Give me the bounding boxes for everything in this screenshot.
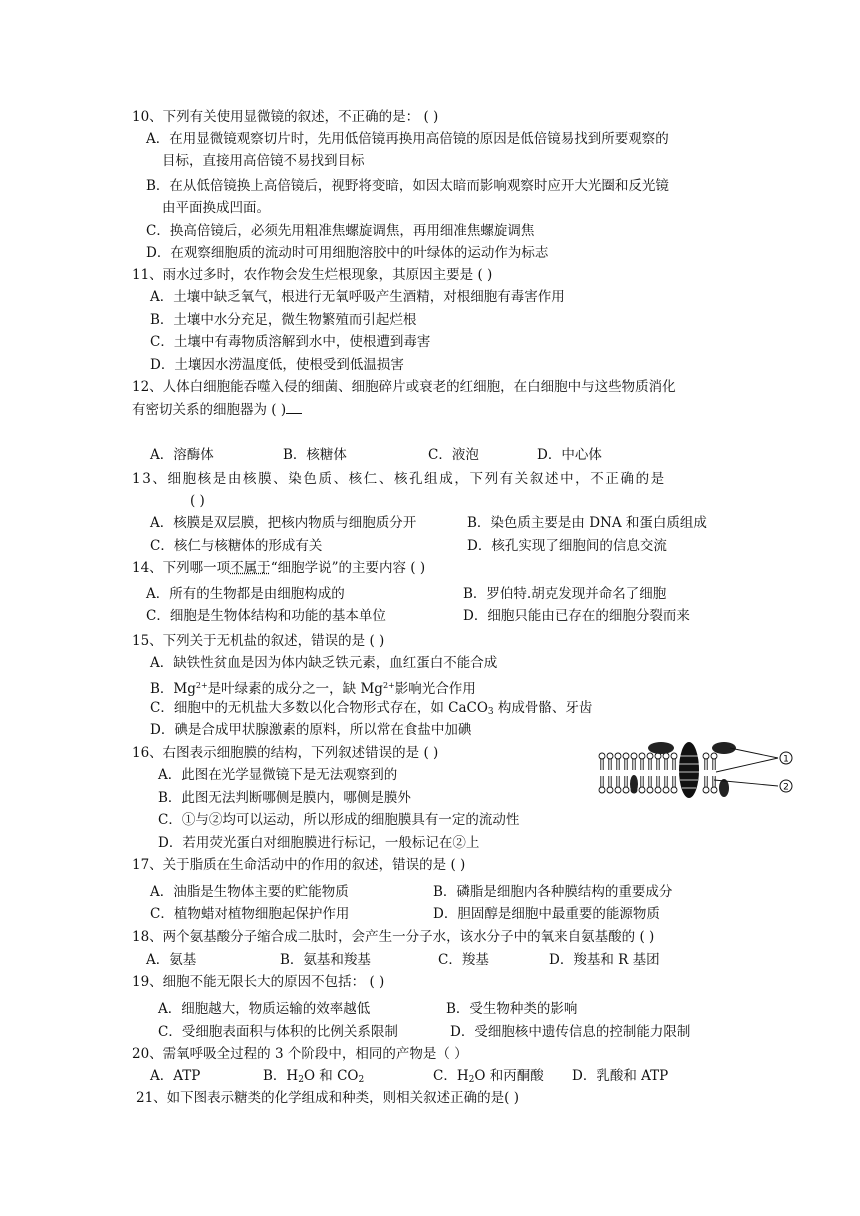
- q10-option-c: C．换高倍镜后，必须先用粗准焦螺旋调焦，再用细准焦螺旋调焦: [146, 223, 535, 239]
- q20-c-sub: 2: [468, 1075, 475, 1085]
- phospholipid-head: [703, 753, 709, 759]
- phospholipid-tail: [665, 759, 667, 770]
- q20-b-sub: 2: [298, 1075, 304, 1085]
- phospholipid-tail: [673, 759, 675, 770]
- q14-stem-emphasis: 不属于: [230, 560, 271, 576]
- q20-option-d: D．乳酸和 ATP: [572, 1068, 669, 1084]
- q15-b-sup: 2+: [195, 681, 208, 690]
- q19-option-b: B．受生物种类的影响: [446, 1001, 578, 1017]
- q12-stem-cont: [132, 400, 302, 420]
- q20-c-pre: C．H: [433, 1068, 469, 1084]
- q11-stem: 11、雨水过多时，农作物会发生烂根现象，其原因主要是 ( ): [132, 267, 493, 283]
- q12-stem-text: 有密切关系的细胞器为 ( ): [132, 402, 287, 418]
- q11-option-b: B．土壤中水分充足，微生物繁殖而引起烂根: [150, 312, 417, 328]
- q10-stem: 10、下列有关使用显微镜的叙述，不正确的是： ( ): [132, 109, 439, 125]
- q12-option-d: D．中心体: [537, 447, 602, 463]
- q17-option-d: D．胆固醇是细胞中最重要的能源物质: [433, 906, 660, 922]
- q19-option-c: C．受细胞表面积与体积的比例关系限制: [158, 1024, 398, 1040]
- phospholipid-head: [711, 753, 717, 759]
- phospholipid-tail: [617, 776, 619, 787]
- q18-option-d: D．羧基和 R 基团: [549, 952, 660, 968]
- q19-option-a: A．细胞越大，物质运输的效率越低: [158, 1001, 371, 1017]
- phospholipid-head: [671, 753, 677, 759]
- q20-option-a: A．ATP: [150, 1068, 201, 1084]
- q20-option-b: [263, 1066, 364, 1090]
- q20-option-c: [433, 1066, 544, 1090]
- q14-option-c: C．细胞是生物体结构和功能的基本单位: [146, 608, 386, 624]
- phospholipid-head: [615, 753, 621, 759]
- q19-option-d: D．受细胞核中遗传信息的控制能力限制: [450, 1024, 691, 1040]
- q10-option-a-cont: 目标，直接用高倍镜不易找到目标: [162, 153, 365, 169]
- phospholipid-tail: [609, 776, 611, 787]
- q20-stem: 20、需氧呼吸全过程的 3 个阶段中，相同的产物是（ ）: [132, 1046, 468, 1062]
- phospholipid-head: [655, 787, 661, 793]
- q20-c-post: O 和丙酮酸: [474, 1068, 544, 1084]
- q13-stem: 13、细胞核是由核膜、染色质、核仁、核孔组成，下列有关叙述中，不正确的是: [132, 471, 666, 487]
- phospholipid-tail: [601, 759, 603, 770]
- q17-stem: 17、关于脂质在生命活动中的作用的叙述，错误的是 ( ): [132, 857, 466, 873]
- q11-option-c: C．土壤中有毒物质溶解到水中，使根遭到毒害: [150, 334, 431, 350]
- q14-stem-post: “细胞学说”的主要内容 ( ): [270, 560, 426, 576]
- phospholipid-head: [711, 787, 717, 793]
- q15-option-d: D．碘是合成甲状腺激素的原料，所以常在食盐中加碘: [150, 722, 472, 738]
- cell-membrane-figure: [596, 736, 796, 810]
- phospholipid-tail: [657, 776, 659, 787]
- q15-stem: 15、下列关于无机盐的叙述，错误的是 ( ): [132, 633, 385, 649]
- phospholipid-tail: [649, 776, 651, 787]
- q15-option-b: [150, 676, 476, 699]
- phospholipid-tail: [665, 776, 667, 787]
- q14-option-a: A．所有的生物都是由细胞构成的: [146, 586, 345, 602]
- phospholipid-head: [639, 753, 645, 759]
- q15-b-post: 影响光合作用: [394, 681, 476, 697]
- phospholipid-tail: [713, 759, 715, 770]
- phospholipid-head: [663, 787, 669, 793]
- q20-b-pre: B．H: [263, 1068, 299, 1084]
- q14-stem-pre: 14、下列哪一项: [132, 560, 231, 576]
- phospholipid-head: [663, 753, 669, 759]
- phospholipid-head: [647, 753, 653, 759]
- q11-option-d: D．土壤因水涝温度低，使根受到低温损害: [150, 357, 404, 373]
- phospholipid-head: [623, 787, 629, 793]
- phospholipid-tail: [705, 776, 707, 787]
- q15-b-sup2: 2+: [382, 681, 395, 690]
- q13-option-d: D．核孔实现了细胞间的信息交流: [467, 538, 667, 554]
- phospholipid-tail: [657, 759, 659, 770]
- phospholipid-tail: [625, 759, 627, 770]
- q16-option-a: A．此图在光学显微镜下是无法观察到的: [158, 767, 398, 783]
- q18-option-a: A．氨基: [146, 952, 197, 968]
- q14-stem: [132, 558, 425, 578]
- label-2: 2: [783, 782, 789, 793]
- q18-option-c: C．羧基: [438, 952, 489, 968]
- phospholipid-head: [623, 753, 629, 759]
- q18-option-b: B．氨基和羧基: [280, 952, 371, 968]
- phospholipid-head: [631, 753, 637, 759]
- q16-option-d: D．若用荧光蛋白对细胞膜进行标记，一般标记在②上: [158, 835, 480, 851]
- q20-b-sub2: 2: [358, 1075, 365, 1085]
- phospholipid-head: [639, 787, 645, 793]
- q10-option-b-cont: 由平面换成凹面。: [162, 200, 270, 216]
- phospholipid-tail: [641, 759, 643, 770]
- phospholipid-tail: [617, 759, 619, 770]
- q15-b-pre: B．Mg: [150, 681, 196, 697]
- phospholipid-head: [599, 753, 605, 759]
- transmembrane-protein: [679, 742, 699, 798]
- q10-option-a: A．在用显微镜观察切片时，先用低倍镜再换用高倍镜的原因是低倍镜易找到所要观察的: [146, 131, 669, 147]
- q15-option-c: [150, 698, 592, 722]
- q15-c-post: 构成骨骼、牙齿: [493, 700, 593, 716]
- q13-option-a: A．核膜是双层膜，把核内物质与细胞质分开: [150, 515, 417, 531]
- q15-b-mid: 是叶绿素的成分之一，缺 Mg: [207, 681, 383, 697]
- q19-stem: 19、细胞不能无限长大的原因不包括： ( ): [132, 974, 385, 990]
- q18-stem: 18、两个氨基酸分子缩合成二肽时，会产生一分子水，该水分子中的氧来自氨基酸的 ( ): [132, 929, 655, 945]
- phospholipid-tail: [609, 759, 611, 770]
- phospholipid-head: [607, 787, 613, 793]
- q14-option-d: D．细胞只能由已存在的细胞分裂而来: [463, 608, 690, 624]
- phospholipid-head: [647, 787, 653, 793]
- q12-option-b: B．核糖体: [283, 447, 347, 463]
- q16-option-c: C．①与②均可以运动，所以形成的细胞膜具有一定的流动性: [158, 812, 520, 828]
- phospholipid-tail: [713, 776, 715, 787]
- q16-stem: 16、右图表示细胞膜的结构，下列叙述错误的是 ( ): [132, 745, 439, 761]
- phospholipid-tail: [633, 759, 635, 770]
- phospholipid-head: [599, 787, 605, 793]
- surface-protein-1: [648, 742, 674, 754]
- surface-protein-2: [712, 742, 736, 754]
- q12-option-a: A．溶酶体: [150, 447, 214, 463]
- phospholipid-head: [607, 753, 613, 759]
- phospholipid-head: [703, 787, 709, 793]
- q11-option-a: A．土壤中缺乏氧气，根进行无氧呼吸产生酒精，对根细胞有毒害作用: [150, 289, 565, 305]
- phospholipid-head: [671, 787, 677, 793]
- q15-c-sub: 3: [487, 707, 494, 717]
- label-1: 1: [783, 754, 789, 765]
- q10-option-d: D．在观察细胞质的流动时可用细胞溶胶中的叶绿体的运动作为标志: [146, 245, 549, 261]
- q13-option-b: B．染色质主要是由 DNA 和蛋白质组成: [467, 515, 707, 531]
- phospholipid-tail: [649, 759, 651, 770]
- q12-stem: 12、人体白细胞能吞噬入侵的细菌、细胞碎片或衰老的红细胞，在白细胞中与这些物质消化: [132, 379, 676, 395]
- q21-stem: 21、如下图表示糖类的化学组成和种类，则相关叙述正确的是( ): [136, 1090, 520, 1106]
- q16-option-b: B．此图无法判断哪侧是膜内，哪侧是膜外: [158, 790, 411, 806]
- phospholipid-tail: [641, 776, 643, 787]
- phospholipid-head: [615, 787, 621, 793]
- q17-option-b: B．磷脂是细胞内各种膜结构的重要成分: [433, 884, 673, 900]
- q13-stem-cont: ( ): [190, 493, 205, 509]
- q12-option-c: C．液泡: [428, 447, 479, 463]
- phospholipid-tail: [673, 776, 675, 787]
- embedded-protein-1: [630, 775, 638, 793]
- q14-option-b: B．罗伯特.胡克发现并命名了细胞: [463, 586, 667, 602]
- q17-option-a: A．油脂是生物体主要的贮能物质: [150, 884, 349, 900]
- q10-option-b: B．在从低倍镜换上高倍镜后，视野将变暗，如因太暗而影响观察时应开大光圈和反光镜: [146, 178, 669, 194]
- q15-c-pre: C．细胞中的无机盐大多数以化合物形式存在，如 CaCO: [150, 700, 488, 716]
- q17-option-c: C．植物蜡对植物细胞起保护作用: [150, 906, 350, 922]
- q15-option-a: A．缺铁性贫血是因为体内缺乏铁元素，血红蛋白不能合成: [150, 655, 498, 671]
- phospholipid-tail: [625, 776, 627, 787]
- phospholipid-tail: [705, 759, 707, 770]
- q20-b-mid: O 和 CO: [303, 1068, 359, 1084]
- phospholipid-tail: [601, 776, 603, 787]
- q13-option-c: C．核仁与核糖体的形成有关: [150, 538, 323, 554]
